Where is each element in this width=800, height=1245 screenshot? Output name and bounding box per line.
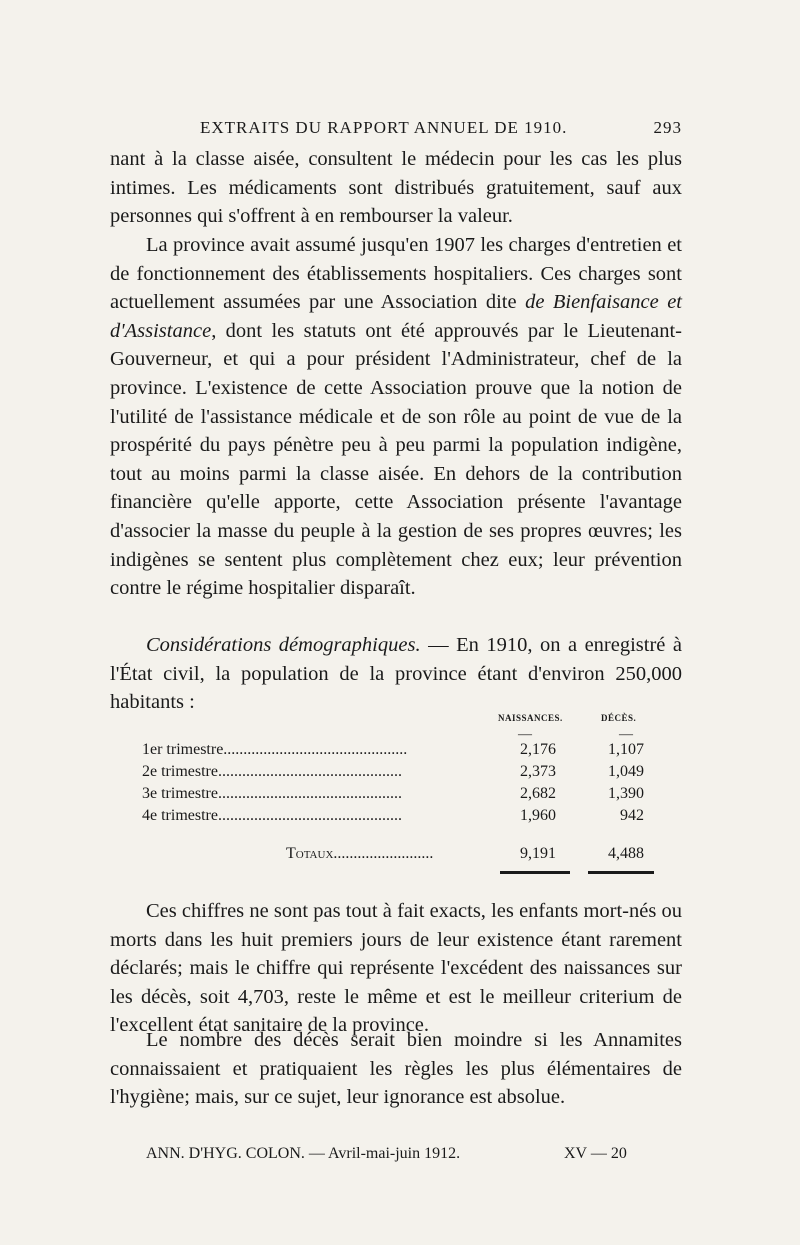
column-dash-deces: — [619, 727, 633, 742]
section-heading: Considérations démographiques. [146, 634, 421, 656]
page-number: 293 [653, 118, 682, 137]
column-header-naissances: NAISSANCES. [498, 713, 563, 723]
column-header-deces: DÉCÈS. [601, 713, 637, 723]
row-label: 2e trimestre.............................................. [142, 763, 402, 780]
row-deces: 1,390 [608, 785, 644, 802]
row-label: 4e trimestre.............................................. [142, 807, 402, 824]
paragraph-2 [110, 231, 682, 603]
paragraph-5: Le nombre des décès serait bien moindre si les Annamites connaissaient et pratiquaient les règles les plus élémentaires de l'hygiène; mais, sur ce sujet, leur ignorance est absolue. [110, 1029, 682, 1109]
paragraph-4: Ces chiffres ne sont pas tout à fait exacts, les enfants mort-nés ou morts dans les huit premiers jours de leur existence étant rarement déclarés; mais le chiffre qui représente l'excédent des naissances sur les décès, soit 4,703, reste le même et est le meilleur criterium de l'excellent état sanitaire de la province. [110, 900, 682, 1037]
paragraph-3-text: — En 1910, on a enregistré à l'État civil, la population de la province étant d'environ 250,000 habitants : [110, 634, 682, 714]
row-deces: 1,049 [608, 763, 644, 780]
running-title: EXTRAITS DU RAPPORT ANNUEL DE 1910. [200, 118, 568, 137]
paragraph-3 [110, 631, 682, 717]
row-deces: 1,107 [608, 741, 644, 758]
total-rule-deces [588, 871, 654, 874]
table-row [110, 785, 682, 807]
association-name: de Bienfaisance et d'Assistance [110, 291, 682, 342]
footer-journal: ANN. D'HYG. COLON. — Avril-mai-juin 1912. [146, 1145, 461, 1162]
paragraph-2-text-a: La province avait assumé jusqu'en 1907 les charges d'entretien et de fonctionnement des établissements hospitaliers. Ces charges sont actuellement assumées par une Association dite [110, 234, 682, 314]
total-deces: 4,488 [608, 845, 644, 862]
total-rule-naissances [500, 871, 570, 874]
row-naissances: 2,373 [520, 763, 556, 780]
row-naissances: 2,176 [520, 741, 556, 758]
row-label: 1er trimestre.............................................. [142, 741, 408, 758]
table-total-row [110, 845, 682, 867]
table-row [110, 763, 682, 785]
row-label: 3e trimestre.............................................. [142, 785, 402, 802]
paragraph-1: nant à la classe aisée, consultent le médecin pour les cas les plus intimes. Les médicaments sont distribués gratuitement, sauf aux personnes qui s'offrent à en rembourser la valeur. [110, 148, 682, 228]
row-naissances: 2,682 [520, 785, 556, 802]
total-naissances: 9,191 [520, 845, 556, 862]
table-row [110, 741, 682, 763]
table-row [110, 807, 682, 829]
column-dash-naissances: — [518, 727, 532, 742]
row-deces: 942 [620, 807, 644, 824]
total-label: Totaux......................... [286, 845, 434, 862]
row-naissances: 1,960 [520, 807, 556, 824]
paragraph-2-text-b: , dont les statuts ont été approuvés par le Lieutenant-Gouverneur, et qui a pour président l'Administrateur, chef de la province. L'existence de cette Association prouve que la notion de l'utilité de l'assistance médicale et de son rôle au point de vue de la prospérité du pays pénètre peu à peu parmi la population indigène, tout au moins parmi la classe aisée. En dehors de la contribution financière qu'elle apporte, cette Association présente l'avantage d'associer la masse du peuple à la gestion de ses propres œuvres; les indigènes se sentent plus complètement chez eux; leur prévention contre le régime hospitalier disparaît. [110, 319, 682, 600]
footer-signature: XV — 20 [564, 1145, 627, 1162]
